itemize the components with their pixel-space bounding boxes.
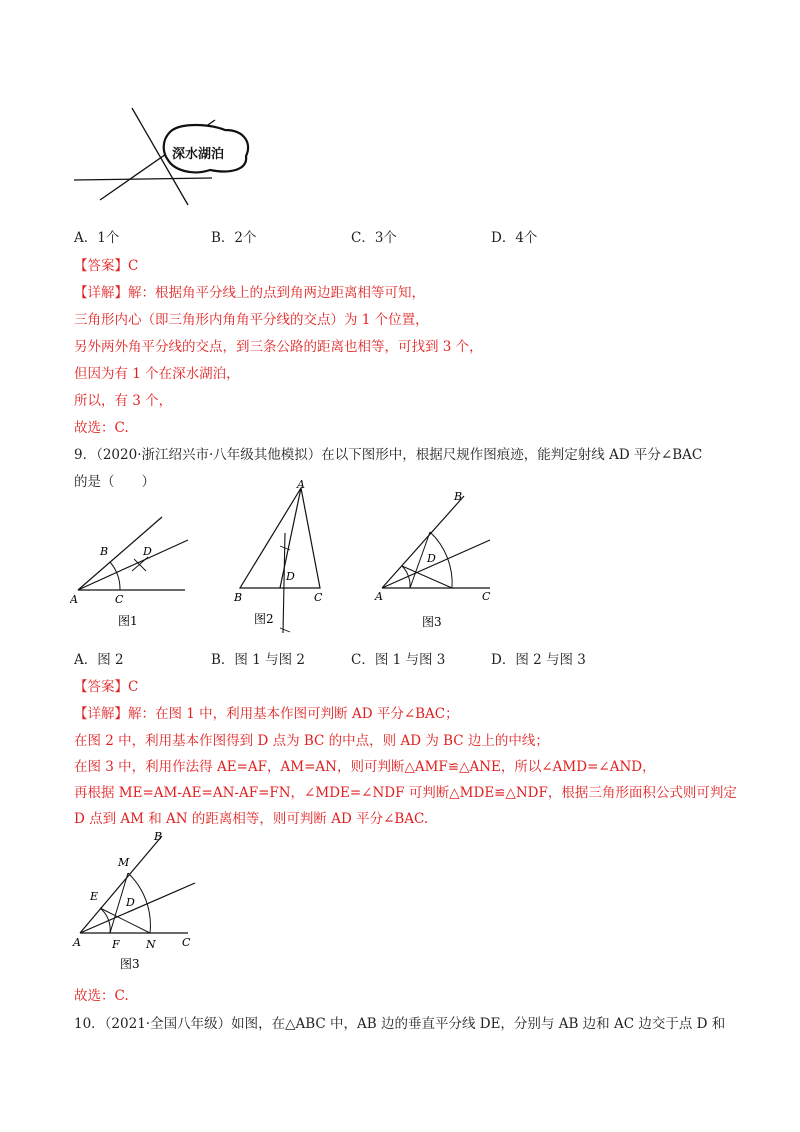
q8-answer: 【答案】C: [74, 258, 139, 274]
q8-option-d: D．4个: [491, 230, 538, 246]
fig2-label-c: C: [314, 591, 323, 604]
q9-stem-line-1: 9．（2020·浙江绍兴市·八年级其他模拟）在以下图形中，根据尺规作图痕迹，能判定射线 AD 平分∠BAC: [74, 447, 703, 463]
q8-options: [74, 228, 634, 248]
detail-fig-label-a: A: [73, 936, 81, 949]
detail-fig-caption: 图3: [120, 957, 140, 971]
q8-detail-line-3: 另外两外角平分线的交点，到三条公路的距离也相等，可找到 3 个，: [74, 339, 483, 355]
q9-conclusion: 故选：C.: [74, 988, 129, 1004]
fig3-label-a: A: [375, 590, 383, 603]
detail-fig-label-m: M: [118, 856, 130, 869]
q8-option-b: B．2个: [211, 230, 257, 246]
q9-figure-2: [228, 478, 338, 638]
q9-detail-line-2: 在图 2 中，利用基本作图得到 D 点为 BC 的中点，则 AD 为 BC 边上的中线；: [74, 733, 549, 749]
q9-option-a: A．图 2: [74, 652, 124, 668]
q9-detail-line-4: 再根据 ME=AM-AE=AN-AF=FN，∠MDE=∠NDF 可判断△MDE≌△NDF，根据三角形面积公式则可判定: [74, 785, 737, 801]
fig1-label-a: A: [70, 593, 78, 606]
fig3-label-b: B: [454, 490, 463, 503]
q9-answer: 【答案】C: [74, 679, 139, 695]
detail-fig-label-d: D: [126, 896, 135, 909]
fig1-label-c: C: [115, 593, 124, 606]
q8-detail-line-2: 三角形内心（即三角形内角角平分线的交点）为 1 个位置，: [74, 312, 429, 328]
detail-fig-label-f: F: [112, 938, 120, 951]
fig1-caption: 图1: [118, 614, 138, 628]
q9-detail-line-5: D 点到 AM 和 AN 的距离相等，则可判断 AD 平分∠BAC.: [74, 811, 429, 827]
q8-option-a: A．1个: [74, 230, 120, 246]
q8-option-c: C．3个: [351, 230, 397, 246]
q9-stem-line-2: 的是（ ）: [74, 474, 155, 490]
road-line-3: [74, 178, 212, 180]
q9-detail-line-1: 【详解】解：在图 1 中，利用基本作图可判断 AD 平分∠BAC；: [74, 706, 459, 722]
fig3-label-c: C: [482, 590, 491, 603]
fig2-label-b: B: [234, 591, 243, 604]
detail-fig-label-e: E: [90, 890, 99, 903]
q8-detail-line-4: 但因为有 1 个在深水湖泊，: [74, 366, 240, 382]
q9-options: [74, 650, 634, 670]
q9-detail-figure-3: [70, 828, 210, 973]
q10-stem: 10．（2021·全国八年级）如图，在△ABC 中，AB 边的垂直平分线 DE，分别与 AB 边和 AC 边交于点 D 和: [74, 1016, 726, 1032]
q9-option-d: D．图 2 与图 3: [491, 652, 586, 668]
fig3-label-d: D: [427, 552, 436, 565]
q9-figure-1: [70, 515, 195, 630]
fig1-label-d: D: [143, 545, 152, 558]
fig2-label-a: A: [297, 478, 305, 491]
q8-roads-figure: [70, 100, 260, 210]
q8-detail-line-6: 故选：C.: [74, 420, 129, 436]
q9-detail-line-3: 在图 3 中，利用作法得 AE=AF，AM=AN，则可判断△AMF≌△ANE，所以∠AMD=∠AND，: [74, 759, 656, 775]
q9-figure-3: [372, 488, 497, 628]
q8-detail-line-5: 所以，有 3 个，: [74, 393, 173, 409]
fig2-label-d: D: [286, 570, 295, 583]
q9-option-c: C．图 1 与图 3: [351, 652, 446, 668]
lake-label: 深水湖泊: [172, 147, 225, 162]
detail-fig-label-c: C: [182, 936, 191, 949]
fig3-caption: 图3: [422, 615, 442, 628]
detail-fig-label-n: N: [146, 938, 156, 951]
fig1-label-b: B: [100, 545, 109, 558]
q9-option-b: B．图 1 与图 2: [211, 652, 305, 668]
detail-fig-label-b: B: [154, 830, 163, 843]
q8-detail-line-1: 【详解】解：根据角平分线上的点到角两边距离相等可知，: [74, 285, 425, 301]
fig2-caption: 图2: [254, 612, 274, 626]
